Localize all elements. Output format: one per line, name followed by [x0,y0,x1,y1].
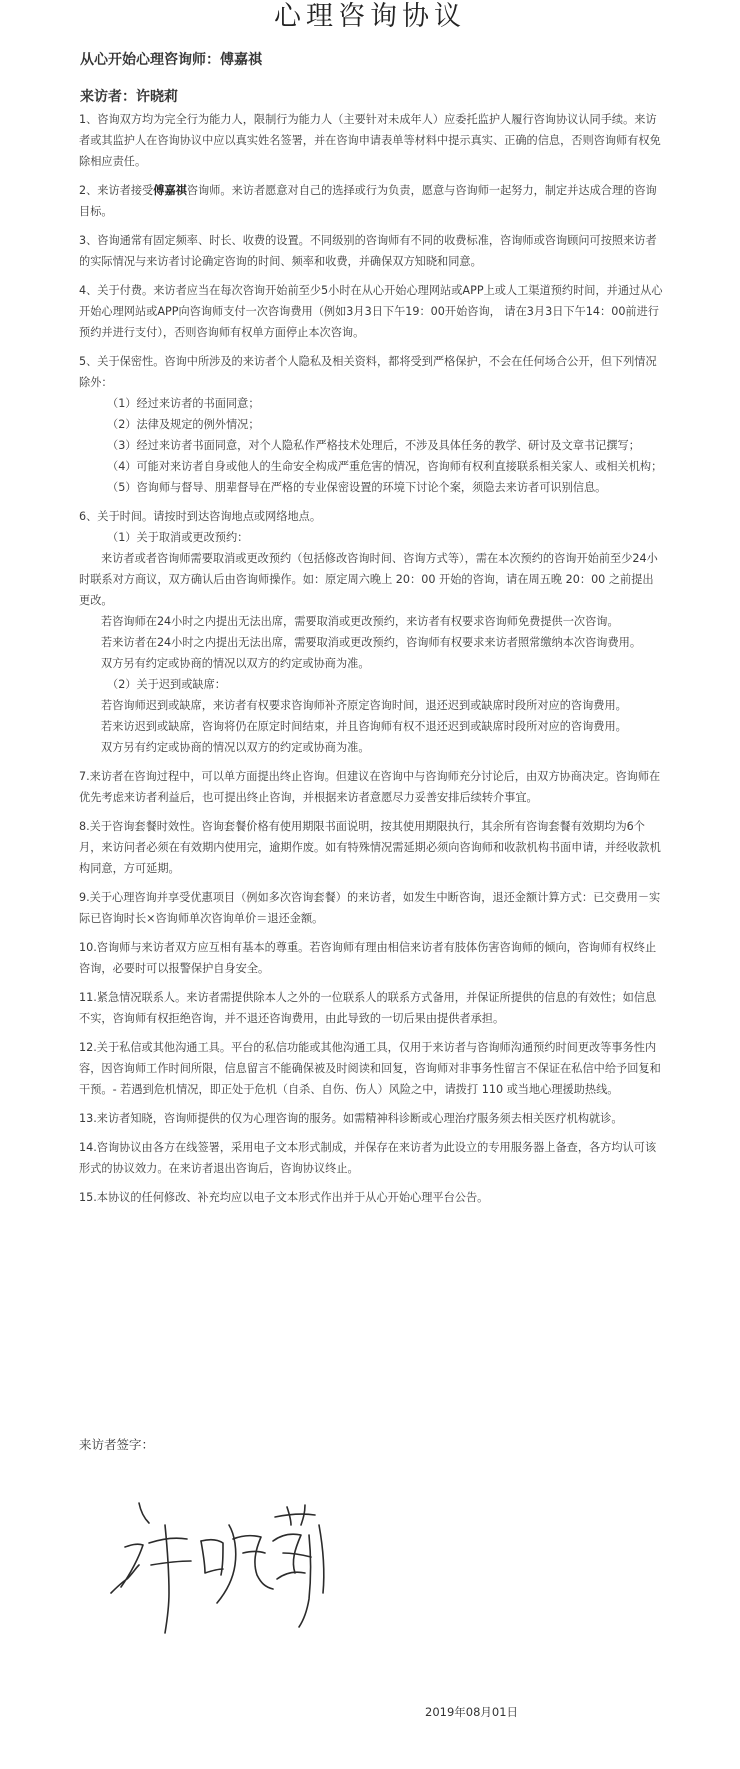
clause-5-item: （3）经过来访者书面同意，对个人隐私作严格技术处理后，不涉及具体任务的教学、研讨及文章书记撰写； [107,439,640,452]
clause-6-intro: 6、关于时间。请按时到达咨询地点或网络地点。 [79,510,322,523]
clause-5-intro: 5、关于保密性。咨询中所涉及的来访者个人隐私及相关资料，都将受到严格保护，不会在任何场合公开，但下列情况除外： [79,355,657,389]
clause-14: 14.咨询协议由各方在线签署，采用电子文本形式制成，并保存在来访者为此设立的专用服务器上备查，各方均认可该形式的协议效力。在来访者退出咨询后，咨询协议终止。 [79,1141,657,1175]
clause-8: 8.关于咨询套餐时效性。咨询套餐价格有使用期限书面说明，按其使用期限执行，其余所有咨询套餐有效期均为6个月，来访问者必须在有效期内使用完，逾期作废。如有特殊情况需延期必须向咨询师和收款机构书面申请，并经收款机构同意，方可延期。 [79,820,661,875]
clause-5-item: （4）可能对来访者自身或他人的生命安全构成严重危害的情况，咨询师有权利直接联系相关家人、或相关机构； [107,460,663,473]
signing-date: 2019年08月01日 [425,1705,519,1719]
clause-11: 11.紧急情况联系人。来访者需提供除本人之外的一位联系人的联系方式备用，并保证所提供的信息的有效性；如信息不实，咨询师有权拒绝咨询，并不退还咨询费用，由此导致的一切后果由提供者承担。 [79,991,657,1025]
clause-10: 10.咨询师与来访者双方应互相有基本的尊重。若咨询师有理由相信来访者有肢体伤害咨询师的倾向，咨询师有权终止咨询，必要时可以报警保护自身安全。 [79,941,657,975]
clause-7: 7.来访者在咨询过程中，可以单方面提出终止咨询。但建议在咨询中与咨询师充分讨论后，由双方协商决定。咨询师在优先考虑来访者利益后，也可提出终止咨询，并根据来访者意愿尽力妥善安排后续转介事宜。 [79,770,661,804]
client-line: 来访者：许晓莉 [80,89,178,105]
counselor-name: 傅嘉祺 [153,184,187,197]
clause-6-sub-1: （1）关于取消或更改预约： [107,531,249,544]
clause-2-text-b: 咨询师。来访者愿意对自己的选择或行为负责，愿意与咨询师一起努力，制定并达成合理的咨询目标。 [79,184,657,218]
clause-6-paragraph: 双方另有约定或协商的情况以双方的约定或协商为准。 [101,741,370,754]
clause-5 [79,351,664,498]
clause-2-text-a: 2、来访者接受 [79,184,154,197]
clause-6-sub-2: （2）关于迟到或缺席： [107,678,226,691]
page-title: 心理咨询协议 [274,1,466,32]
clause-5-item: （1）经过来访者的书面同意； [107,397,260,410]
clause-6 [79,506,664,758]
clause-5-item: （2）法律及规定的例外情况； [107,418,260,431]
clause-6-paragraph: 若来访者在24小时之内提出无法出席，需要取消或更改预约，咨询师有权要求来访者照常缴纳本次咨询费用。 [101,636,642,649]
clause-5-item: （5）咨询师与督导、朋辈督导在严格的专业保密设置的环境下讨论个案，须隐去来访者可识别信息。 [107,481,607,494]
clause-6-paragraph: 若来访迟到或缺席，咨询将仍在原定时间结束，并且咨询师有权不退还迟到或缺席时段所对应的咨询费用。 [101,720,627,733]
counselor-line: 从心开始心理咨询师：傅嘉祺 [80,52,262,68]
clause-1: 1、咨询双方均为完全行为能力人，限制行为能力人（主要针对未成年人）应委托监护人履行咨询协议认同手续。来访者或其监护人在咨询协议中应以真实姓名签署，并在咨询申请表单等材料中提示真实、正确的信息，否则咨询师有权免除相应责任。 [79,113,661,168]
clause-2 [79,180,664,222]
clause-3: 3、咨询通常有固定频率、时长、收费的设置。不同级别的咨询师有不同的收费标准，咨询师或咨询顾问可按照来访者的实际情况与来访者讨论确定咨询的时间、频率和收费，并确保双方知晓和同意。 [79,234,657,268]
signature-label: 来访者签字： [79,1437,155,1452]
handwritten-signature [105,1495,335,1645]
clause-9: 9.关于心理咨询并享受优惠项目（例如多次咨询套餐）的来访者，如发生中断咨询，退还金额计算方式：已交费用－实际已咨询时长×咨询师单次咨询单价＝退还金额。 [79,891,661,925]
clause-6-paragraph: 来访者或者咨询师需要取消或更改预约（包括修改咨询时间、咨询方式等），需在本次预约的咨询开始前至少24小时联系对方商议，双方确认后由咨询师操作。如：原定周六晚上 20：00 开始的咨询，请在周五晚 20：00 之前提出更改。 [79,552,658,607]
clause-15: 15.本协议的任何修改、补充均应以电子文本形式作出并于从心开始心理平台公告。 [79,1191,489,1204]
clause-13: 13.来访者知晓，咨询师提供的仅为心理咨询的服务。如需精神科诊断或心理治疗服务须去相关医疗机构就诊。 [79,1112,623,1125]
agreement-body [79,109,664,1216]
clause-4: 4、关于付费。来访者应当在每次咨询开始前至少5小时在从心开始心理网站或APP上或人工渠道预约时间，并通过从心开始心理网站或APP向咨询师支付一次咨询费用（例如3月3日下午19：00开始咨询， 请在3月3日下午14：00前进行预约并进行支付），否则咨询师有权单方面停止本次咨询。 [79,284,663,339]
clause-6-paragraph: 若咨询师迟到或缺席，来访者有权要求咨询师补齐原定咨询时间，退还迟到或缺席时段所对应的咨询费用。 [101,699,627,712]
clause-12: 12.关于私信或其他沟通工具。平台的私信功能或其他沟通工具，仅用于来访者与咨询师沟通预约时间更改等事务性内容，因咨询师工作时间所限，信息留言不能确保被及时阅读和回复，咨询师对非事务性留言不保证在私信中给予回复和干预。- 若遇到危机情况，即正处于危机（自杀、自伤、伤人）风险之中，请拨打 110 或当地心理援助热线。 [79,1041,661,1096]
clause-6-paragraph: 双方另有约定或协商的情况以双方的约定或协商为准。 [101,657,370,670]
clause-6-paragraph: 若咨询师在24小时之内提出无法出席，需要取消或更改预约，来访者有权要求咨询师免费提供一次咨询。 [101,615,619,628]
